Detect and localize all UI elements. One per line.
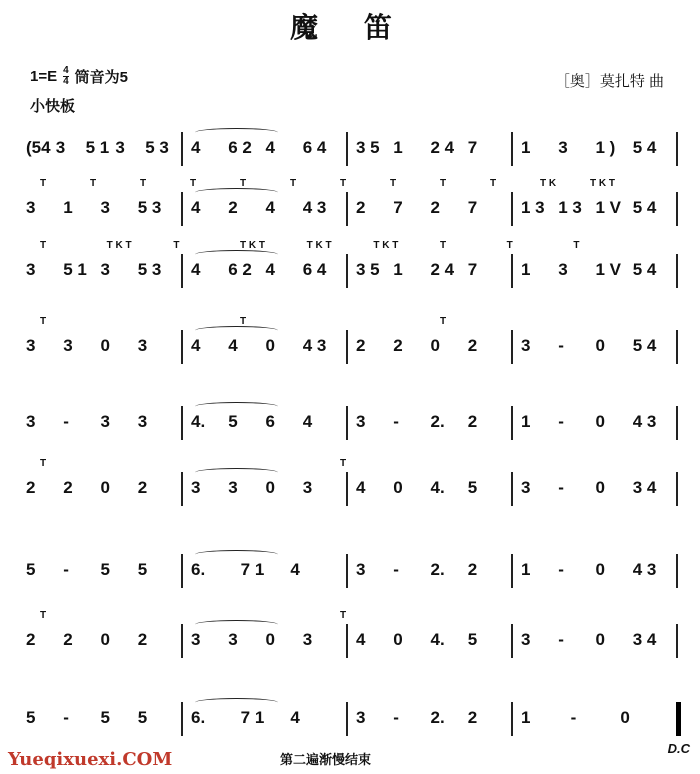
note: 3: [100, 412, 110, 431]
barline: [181, 330, 183, 364]
articulation-line: [20, 178, 686, 192]
note: 2: [63, 630, 73, 649]
note: 2 4: [430, 138, 455, 157]
note: 3 4: [632, 630, 657, 649]
score-row: [20, 688, 686, 748]
note: 3: [137, 412, 148, 431]
score-row: [20, 178, 686, 238]
note: 5 4: [632, 336, 657, 355]
note: 4: [191, 138, 201, 157]
score-row: [20, 458, 686, 518]
note: 0: [100, 478, 110, 497]
note: 5 4: [632, 260, 657, 279]
barline: [346, 472, 348, 506]
note: 2: [26, 630, 36, 649]
note: 3: [302, 478, 313, 497]
note: 4: [191, 198, 201, 217]
note: 4: [265, 198, 275, 217]
time-signature: $\frac{4}{4}$: [63, 65, 69, 87]
note: 1: [521, 260, 531, 279]
composer-credit: ［奥］莫扎特 曲: [554, 73, 664, 90]
note: 2: [467, 708, 478, 727]
articulation-mark: T K T: [306, 240, 332, 251]
note: 2: [228, 198, 238, 217]
barline: [676, 472, 678, 506]
note: 4 3: [632, 412, 657, 431]
barline: [511, 702, 513, 736]
note: 3: [356, 708, 366, 727]
note: 4.: [430, 630, 445, 649]
note: 3: [356, 412, 366, 431]
note: 1: [63, 198, 73, 217]
note: 1 V: [595, 260, 622, 279]
note: 7: [467, 260, 478, 279]
barline: [511, 624, 513, 658]
articulation-mark: T: [440, 240, 447, 251]
note: 0: [393, 478, 403, 497]
dc-marking: D.C: [667, 741, 690, 756]
barline: [181, 132, 183, 166]
note: 0: [595, 630, 605, 649]
note: -: [558, 336, 564, 355]
note: 2: [137, 630, 148, 649]
barline: [676, 624, 678, 658]
slur: [195, 128, 278, 137]
note: 2: [430, 198, 440, 217]
note: 3: [191, 630, 201, 649]
score-row: [20, 240, 686, 300]
note: 5 4: [632, 138, 657, 157]
note: 5 1: [85, 138, 110, 157]
articulation-line: [20, 240, 686, 254]
note: 1: [521, 412, 531, 431]
note: 0: [100, 336, 110, 355]
articulation-line: [20, 540, 686, 554]
note-line: [20, 412, 686, 440]
note: 7 1: [240, 708, 265, 727]
articulation-mark: T K: [540, 178, 557, 189]
note: 2: [356, 198, 366, 217]
articulation-mark: T: [190, 178, 197, 189]
barline: [181, 702, 183, 736]
note: 2: [137, 478, 148, 497]
barline: [676, 554, 678, 588]
articulation-mark: T: [390, 178, 397, 189]
barline: [511, 254, 513, 288]
articulation-mark: T K T: [373, 240, 399, 251]
note: 2: [63, 478, 73, 497]
articulation-mark: T: [573, 240, 580, 251]
slur: [195, 250, 278, 259]
note: 7 1: [240, 560, 265, 579]
note-line: [20, 198, 686, 226]
note: 6 4: [302, 138, 327, 157]
articulation-mark: T: [40, 178, 47, 189]
note: 4: [228, 336, 238, 355]
slur: [195, 188, 278, 197]
note: 6.: [191, 560, 206, 579]
articulation-mark: T K T: [106, 240, 132, 251]
articulation-mark: T K T: [590, 178, 615, 189]
note-line: [20, 260, 686, 288]
barline: [346, 702, 348, 736]
note-line: [20, 708, 686, 736]
barline: [346, 554, 348, 588]
barline: [181, 554, 183, 588]
articulation-mark: T: [173, 240, 180, 251]
note: 2: [467, 412, 478, 431]
note: 3: [100, 198, 110, 217]
note: -: [558, 478, 564, 497]
note: 4 3: [302, 198, 327, 217]
barline: [346, 406, 348, 440]
score-row: [20, 392, 686, 452]
note: 4: [290, 560, 300, 579]
slur: [195, 620, 278, 629]
note-line: [20, 478, 686, 506]
note: 2.: [430, 560, 445, 579]
note-line: [20, 630, 686, 658]
note: 3: [26, 260, 36, 279]
note: 0: [595, 478, 605, 497]
barline: [346, 132, 348, 166]
note: 3: [115, 138, 125, 157]
note: 4: [356, 630, 366, 649]
score-row: [20, 610, 686, 670]
articulation-mark: T: [340, 610, 347, 621]
score-row: [20, 540, 686, 600]
note: -: [393, 560, 399, 579]
note: 5: [26, 708, 36, 727]
note: 7: [467, 138, 478, 157]
articulation-mark: T: [440, 178, 447, 189]
articulation-mark: T: [506, 240, 513, 251]
note: 1: [521, 560, 531, 579]
note: 2: [467, 336, 478, 355]
note: 0: [620, 708, 630, 727]
barline: [676, 132, 678, 166]
note: 3 5: [356, 138, 380, 157]
note: 6.: [191, 708, 206, 727]
note: 3: [55, 138, 66, 157]
articulation-mark: T: [240, 178, 247, 189]
note: 3: [26, 412, 36, 431]
note: 5: [467, 630, 478, 649]
note: 3: [521, 478, 531, 497]
articulation-line: [20, 610, 686, 624]
barline: [511, 554, 513, 588]
articulation-mark: T: [40, 316, 47, 327]
articulation-line: [20, 316, 686, 330]
articulation-mark: T: [140, 178, 147, 189]
note: 5: [137, 560, 148, 579]
barline: [511, 472, 513, 506]
note: 3: [137, 336, 148, 355]
note: 5 1: [63, 260, 87, 279]
articulation-mark: T: [340, 178, 347, 189]
note: 0: [265, 336, 275, 355]
note: -: [558, 630, 564, 649]
note: 2.: [430, 412, 445, 431]
note: 3: [26, 336, 36, 355]
key-label: 1=E: [30, 68, 58, 85]
articulation-mark: T: [90, 178, 97, 189]
note: 6 4: [302, 260, 327, 279]
note: 5: [100, 560, 110, 579]
note: 5 4: [632, 198, 657, 217]
tempo-marking: 小快板: [30, 98, 76, 115]
note: 1 V: [595, 198, 622, 217]
articulation-line: [20, 458, 686, 472]
note: 5: [26, 560, 36, 579]
note-line: [20, 138, 686, 166]
note: 3: [100, 260, 110, 279]
barline: [676, 406, 678, 440]
score-row: [20, 118, 686, 178]
articulation-mark: T: [40, 610, 47, 621]
slur: [195, 698, 278, 707]
note: 4: [191, 260, 201, 279]
note: 0: [265, 630, 275, 649]
note: 3 4: [632, 478, 657, 497]
note: 4: [265, 260, 275, 279]
note: -: [393, 412, 399, 431]
articulation-mark: T K T: [240, 240, 265, 251]
note: 1 ): [595, 138, 616, 157]
barline: [511, 406, 513, 440]
note: 5 3: [137, 260, 162, 279]
barline: [511, 330, 513, 364]
note: 3: [228, 630, 238, 649]
barline: [181, 624, 183, 658]
barline: [181, 254, 183, 288]
barline: [346, 192, 348, 226]
note: 3 5: [356, 260, 380, 279]
barline: [676, 254, 678, 288]
note: 0: [100, 630, 110, 649]
note: 7: [467, 198, 478, 217]
note: 2: [356, 336, 366, 355]
articulation-mark: T: [440, 316, 447, 327]
slur: [195, 326, 278, 335]
slur: [195, 468, 278, 477]
note: 3: [356, 560, 366, 579]
note: 0: [595, 336, 605, 355]
note: 3: [521, 630, 531, 649]
note: 3: [558, 260, 568, 279]
note: 0: [265, 478, 275, 497]
note: 2: [467, 560, 478, 579]
song-title: 魔 笛: [290, 11, 410, 44]
note-line: [20, 560, 686, 588]
note: -: [558, 412, 564, 431]
note: 2: [26, 478, 36, 497]
note: 3: [26, 198, 36, 217]
note: 2 4: [430, 260, 455, 279]
note: -: [63, 560, 69, 579]
note: 3: [228, 478, 238, 497]
note: 4: [290, 708, 300, 727]
articulation-mark: T: [240, 316, 247, 327]
note: 0: [595, 560, 605, 579]
note: 5 3: [145, 138, 169, 157]
site-watermark: Yueqixuexi.COM: [8, 749, 173, 770]
note: 7: [393, 198, 403, 217]
note: 3: [63, 336, 73, 355]
articulation-line: [20, 688, 686, 702]
note: 5: [137, 708, 148, 727]
key-signature: [30, 66, 128, 87]
articulation-line: [20, 392, 686, 406]
barline: [676, 330, 678, 364]
note: 4.: [191, 412, 206, 431]
note: 0: [595, 412, 605, 431]
note: 0: [393, 630, 403, 649]
note: (54: [26, 138, 51, 157]
score-row: [20, 316, 686, 376]
barline: [181, 406, 183, 440]
note: 4: [356, 478, 366, 497]
note: 4 3: [302, 336, 327, 355]
slur: [195, 550, 278, 559]
barline: [676, 192, 678, 226]
note: -: [63, 412, 69, 431]
note: 2.: [430, 708, 445, 727]
barline: [346, 254, 348, 288]
articulation-mark: T: [340, 458, 347, 469]
note: 6 2: [228, 138, 252, 157]
note: 1: [521, 138, 531, 157]
barline: [346, 624, 348, 658]
barline: [511, 132, 513, 166]
note: 4: [302, 412, 313, 431]
note: 0: [430, 336, 440, 355]
note: 5: [100, 708, 110, 727]
note: 4 3: [632, 560, 657, 579]
note: 4: [191, 336, 201, 355]
note-line: [20, 336, 686, 364]
note: 1: [521, 708, 531, 727]
articulation-mark: T: [40, 240, 47, 251]
note: 2: [393, 336, 403, 355]
note: 3: [302, 630, 313, 649]
final-barline: [676, 702, 681, 736]
slur: [195, 402, 278, 411]
barline: [346, 330, 348, 364]
note: -: [63, 708, 69, 727]
note: 3: [558, 138, 568, 157]
barline: [181, 192, 183, 226]
note: 1 3: [521, 198, 545, 217]
tube-note: 筒音为5: [74, 69, 129, 86]
articulation-mark: T: [290, 178, 297, 189]
note: 3: [191, 478, 201, 497]
note: -: [558, 560, 564, 579]
barline: [511, 192, 513, 226]
articulation-mark: T: [40, 458, 47, 469]
ending-note: 第二遍渐慢结束: [280, 752, 372, 767]
note: 6: [265, 412, 275, 431]
note: -: [570, 708, 577, 727]
note: 4: [265, 138, 275, 157]
note: -: [393, 708, 399, 727]
note: 5 3: [137, 198, 162, 217]
articulation-line: [20, 118, 686, 132]
note: 5: [228, 412, 238, 431]
note: 1: [393, 260, 403, 279]
note: 1 3: [558, 198, 582, 217]
articulation-mark: T: [490, 178, 497, 189]
note: 1: [393, 138, 403, 157]
note: 5: [467, 478, 478, 497]
note: 3: [521, 336, 531, 355]
note: 6 2: [228, 260, 252, 279]
note: 4.: [430, 478, 445, 497]
barline: [181, 472, 183, 506]
